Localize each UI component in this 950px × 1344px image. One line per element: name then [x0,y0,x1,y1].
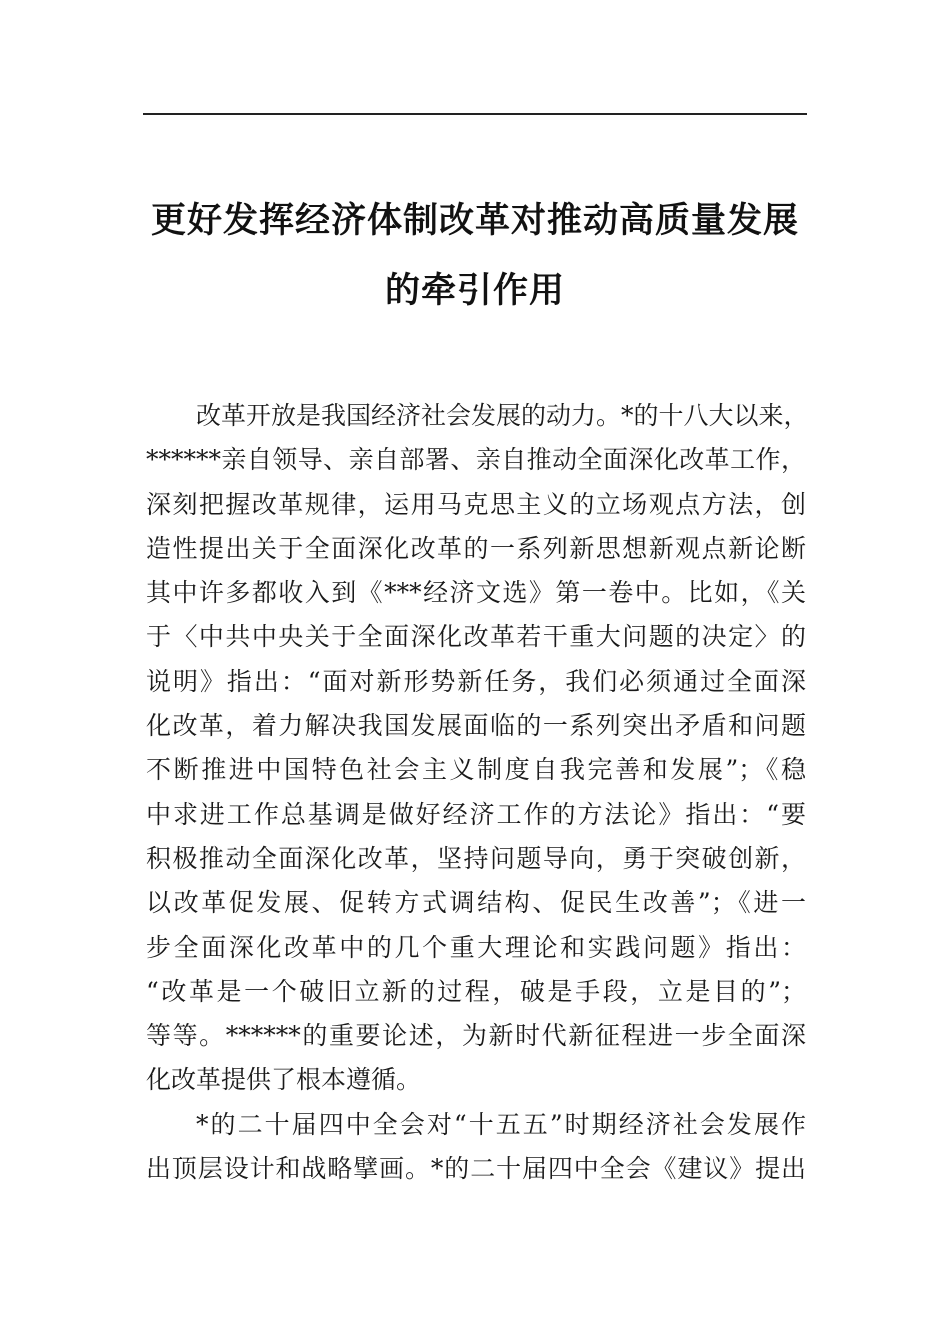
text-line: 中求进工作总基调是做好经济工作的方法论》指出：“要 [146,799,806,829]
text-line: 说明》指出：“面对新形势新任务，我们必须通过全面深 [146,666,806,696]
text-line: 化改革提供了根本遵循。 [146,1065,422,1095]
text-line: 深刻把握改革规律，运用马克思主义的立场观点方法，创 [146,489,806,519]
text-line: 其中许多都收入到《***经济文选》第一卷中。比如，《关 [146,578,806,608]
text-line: 出顶层设计和战略擘画。*的二十届四中全会《建议》提出 [146,1154,806,1184]
text-line: 以改革促发展、促转方式调结构、促民生改善”；《进一 [146,888,806,918]
text-line: 改革开放是我国经济社会发展的动力。*的十八大以来， [196,401,809,430]
text-line: 化改革，着力解决我国发展面临的一系列突出矛盾和问题 [146,711,806,741]
text-line: *的二十届四中全会对“十五五”时期经济社会发展作 [196,1109,806,1139]
document-title [143,186,807,326]
text-line: 等等。******的重要论述，为新时代新征程进一步全面深 [146,1021,806,1051]
title-line-2: 的牵引作用 [384,270,565,311]
paragraph-2 [146,1103,806,1192]
text-line: ******亲自领导、亲自部署、亲自推动全面深化改革工作， [146,445,806,475]
paragraph-1 [146,394,809,1103]
text-line: 步全面深化改革中的几个重大理论和实践问题》指出： [146,932,806,962]
document-body [146,394,809,1191]
header-rule [143,113,807,115]
text-line: 造性提出关于全面深化改革的一系列新思想新观点新论断 [146,533,806,563]
text-line: “改革是一个破旧立新的过程，破是手段，立是目的”； [146,976,806,1006]
text-line: 于〈中共中央关于全面深化改革若干重大问题的决定〉的 [146,622,806,652]
text-line: 不断推进中国特色社会主义制度自我完善和发展”；《稳 [146,755,806,785]
text-line: 积极推动全面深化改革，坚持问题导向，勇于突破创新， [146,843,806,873]
title-line-1: 更好发挥经济体制改革对推动高质量发展 [150,200,799,241]
